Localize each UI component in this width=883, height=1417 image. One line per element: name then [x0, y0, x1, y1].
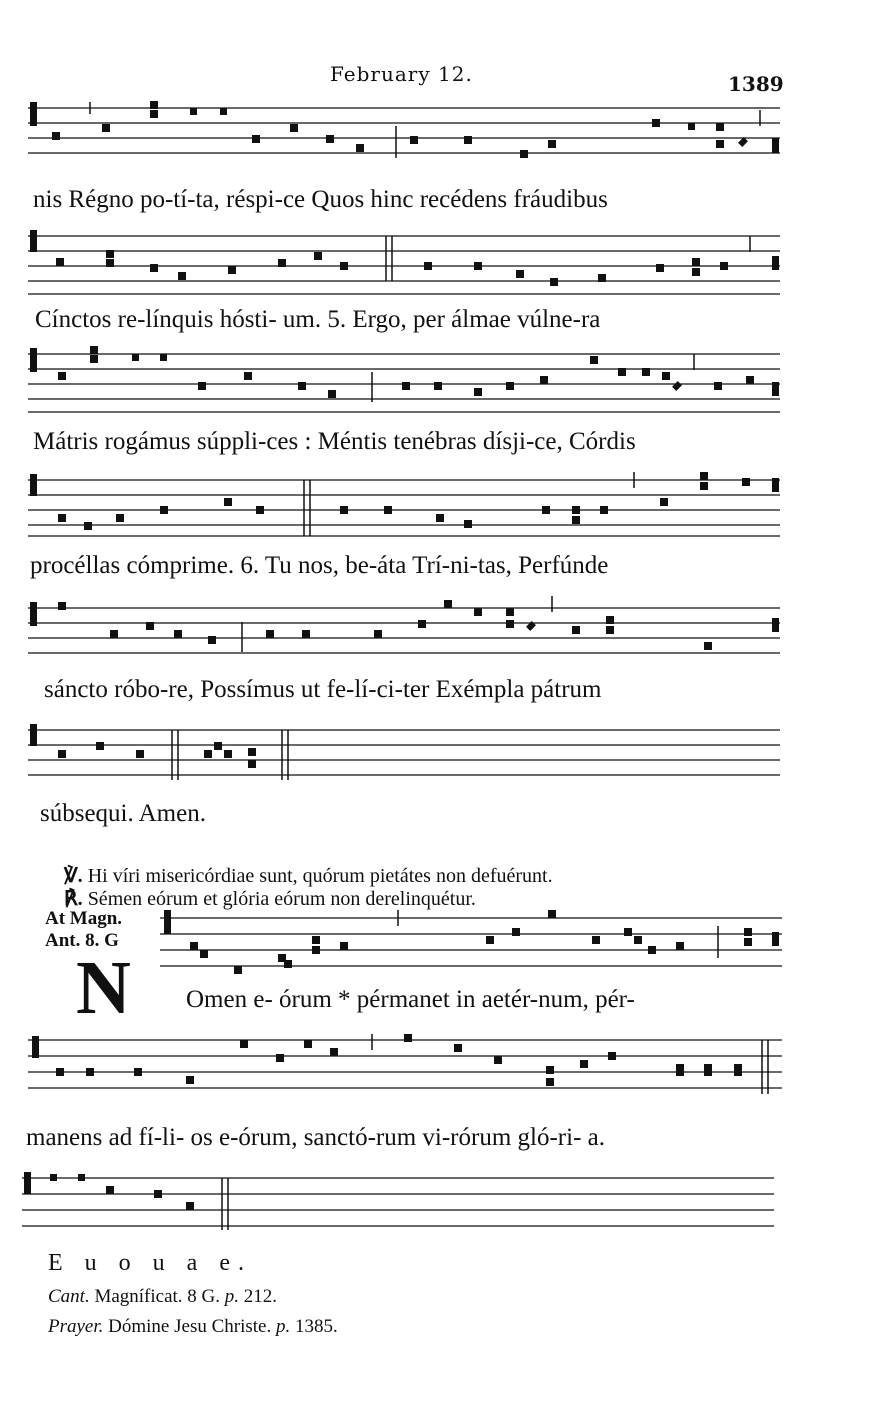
prayer-label: Prayer.	[48, 1316, 104, 1337]
music-staff-2	[28, 222, 780, 296]
canticle-label: Cant.	[48, 1286, 90, 1307]
hymn-line-4: procéllas cómprime. 6. Tu nos, be-áta Trí-ni-tas, Perfúnde	[30, 552, 609, 579]
antiphon-label-line-1: At Magn.	[45, 908, 123, 929]
music-staff-4	[28, 466, 780, 538]
canticle-text: Magníficat. 8 G.	[94, 1286, 221, 1307]
music-staff-1	[28, 96, 780, 160]
drop-cap-initial: N	[76, 946, 131, 1030]
music-staff-6	[28, 716, 780, 784]
page-header	[0, 62, 883, 96]
hymn-line-1: nis Régno po-tí-ta, réspi-ce Quos hinc recédens fráudibus	[33, 186, 608, 213]
hymn-line-2: Cínctos re-línquis hósti- um. 5. Ergo, per álmae vúlne-ra	[35, 306, 601, 333]
music-staff-8	[28, 1030, 782, 1116]
versicle-text: Hi víri misericórdiae sunt, quórum pietátes non defuérunt.	[87, 865, 553, 887]
music-staff-3	[28, 342, 780, 414]
hymn-line-5: sáncto róbo-re, Possímus ut fe-lí-ci-ter Exémpla pátrum	[44, 676, 602, 703]
euouae-text: E u o u a e.	[48, 1250, 252, 1276]
antiphon-line-2: manens ad fí-li- os e-órum, sanctó-rum vi-rórum gló-ri- a.	[26, 1124, 605, 1151]
prayer-text: Dómine Jesu Christe.	[108, 1316, 272, 1337]
page-title: February 12.	[330, 62, 473, 86]
antiphon-line-1: Omen e- órum * pérmanet in aetér-num, pér-	[186, 986, 635, 1013]
prayer-page: 1385.	[294, 1316, 338, 1337]
antiphon-label-line-2: Ant. 8. G	[45, 930, 119, 951]
versicle-symbol: ℣.	[64, 865, 83, 887]
hymn-line-3: Mátris rogámus súppli-ces : Méntis tenébras dísji-ce, Córdis	[33, 428, 636, 455]
music-staff-9	[22, 1166, 774, 1236]
hymn-line-6: súbsequi. Amen.	[40, 800, 206, 827]
canticle-page: 212.	[243, 1286, 278, 1307]
music-staff-7	[160, 902, 782, 982]
music-staff-5	[28, 596, 780, 662]
prayer-page-abbrev: p.	[275, 1316, 291, 1337]
response-symbol: ℟.	[64, 888, 83, 910]
response-text: Sémen eórum et glória eórum non derelinquétur.	[87, 888, 476, 910]
canticle-reference	[48, 1286, 277, 1308]
prayer-reference	[48, 1316, 338, 1338]
canticle-page-abbrev: p.	[224, 1286, 240, 1307]
page-number: 1389	[728, 72, 784, 96]
